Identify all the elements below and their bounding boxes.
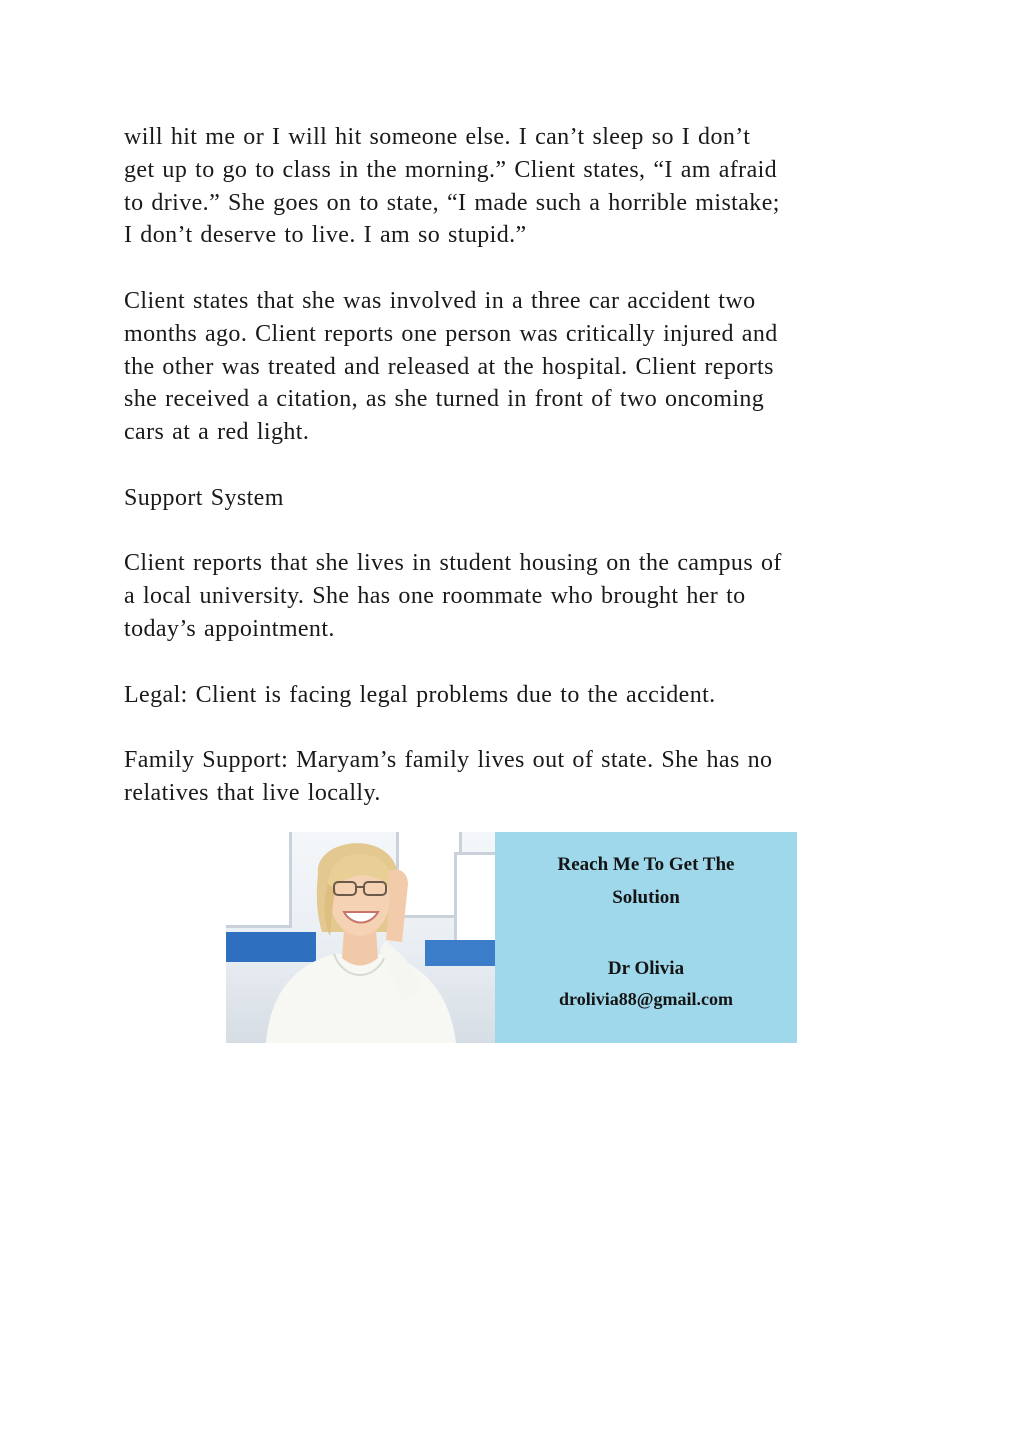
text-line: Client states that she was involved in a three car accident two [124,287,756,314]
contact-name: Dr Olivia [607,958,685,979]
banner-title-line2: Solution [612,887,680,908]
paragraph-legal [124,679,904,712]
banner-title-line1: Reach Me To Get The [557,854,735,875]
woman-figure-icon [226,832,495,1043]
text-line: Family Support: Maryam’s family lives out of state. She has no [124,747,773,774]
paragraph-accident [124,285,904,449]
text-line: get up to go to class in the morning.” Client states, “I am afraid [124,156,778,183]
text-line: to drive.” She goes on to state, “I made such a horrible mistake; [124,189,780,216]
text-line: will hit me or I will hit someone else. I can’t sleep so I don’t [124,124,751,150]
contact-email-link[interactable]: drolivia88@gmail.com [559,989,733,1009]
text-line: the other was treated and released at the hospital. Client reports [124,353,774,380]
section-heading-support-system [124,482,904,515]
text-line: Client reports that she lives in student housing on the campus of [124,550,782,577]
text-line: Legal: Client is facing legal problems due to the accident. [124,681,716,708]
paragraph-family-support [124,744,904,810]
woman-portrait-photo-icon [226,832,495,1043]
paragraph-housing [124,547,904,645]
text-line: she received a citation, as she turned in front of two oncoming [124,386,765,413]
banner-title [495,848,797,914]
text-line: today’s appointment. [124,615,335,642]
text-line: months ago. Client reports one person was critically injured and [124,320,778,347]
text-line: I don’t deserve to live. I am so stupid.” [124,222,527,249]
paragraph-client-quote [124,121,904,252]
text-line: cars at a red light. [124,419,310,446]
contact-banner[interactable] [226,832,797,1043]
text-line: a local university. She has one roommate who brought her to [124,583,746,610]
body-text [124,121,904,843]
contact-info-panel [495,832,797,1043]
text-line: Support System [124,484,284,511]
text-line: relatives that live locally. [124,779,381,806]
